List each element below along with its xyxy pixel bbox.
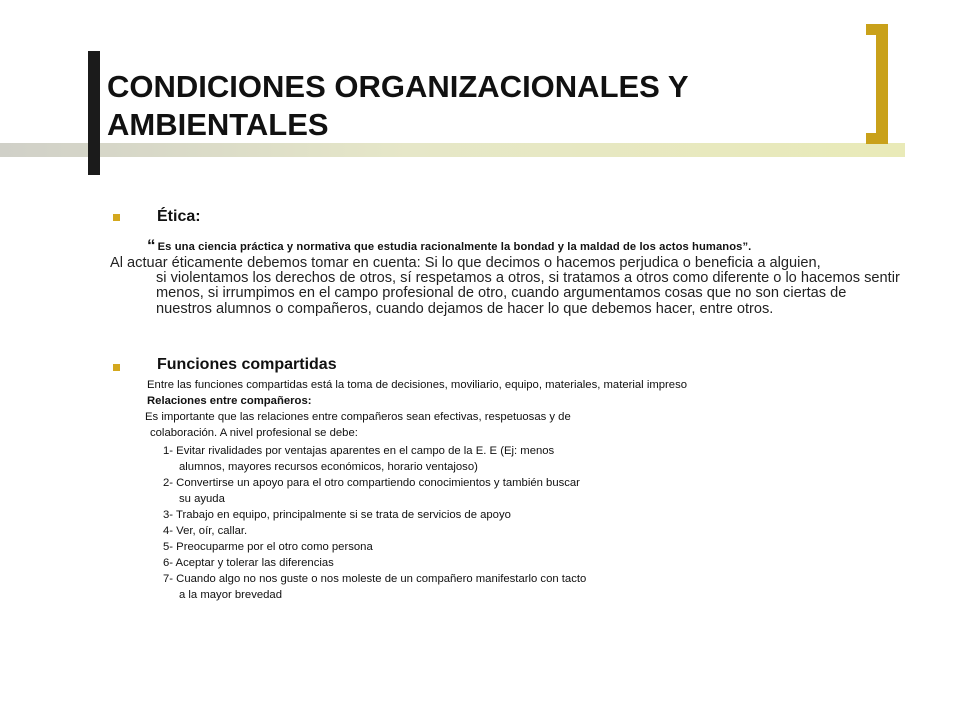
title-band [0, 143, 905, 157]
right-bracket-decoration [866, 24, 888, 144]
relaciones-heading: Relaciones entre compañeros: [147, 395, 312, 407]
etica-paragraph [110, 256, 900, 317]
list-item: 2- Convertirse un apoyo para el otro compartiendo conocimientos y también buscar [163, 477, 580, 489]
quote-mark: “ [147, 236, 156, 255]
relaciones-line: Es importante que las relaciones entre compañeros sean efectivas, respetuosas y de [145, 411, 571, 423]
list-item: 4- Ver, oír, callar. [163, 525, 248, 537]
left-bracket-decoration [88, 51, 100, 175]
etica-quote-text: Es una ciencia práctica y normativa que estudia racionalmente la bondad y la maldad de los actos humanos”. [157, 241, 752, 253]
list-item: 3- Trabajo en equipo, principalmente si se trata de servicios de apoyo [163, 509, 511, 521]
list-item: 1- Evitar rivalidades por ventajas aparentes en el campo de la E. E (Ej: menos [163, 445, 555, 457]
list-item: 7- Cuando algo no nos guste o nos moleste de un compañero manifestarlo con tacto [163, 573, 587, 585]
etica-paragraph-first-line: Al actuar éticamente debemos tomar en cuenta: Si lo que decimos o hacemos perjudica o beneficia a alguien, [110, 255, 821, 271]
etica-heading: Ética: [157, 208, 201, 225]
slide-title: CONDICIONES ORGANIZACIONALES Y AMBIENTALES [107, 69, 689, 142]
list-item-continuation: su ayuda [179, 493, 225, 505]
bullet-square-icon [113, 214, 120, 221]
funciones-line: Entre las funciones compartidas está la toma de decisiones, moviliario, equipo, materiales, material impreso [147, 379, 687, 391]
list-item: 5- Preocuparme por el otro como persona [163, 541, 373, 553]
funciones-heading: Funciones compartidas [157, 356, 337, 373]
relaciones-line: colaboración. A nivel profesional se debe: [150, 427, 358, 439]
relaciones-list [163, 443, 586, 603]
etica-paragraph-rest: si violentamos los derechos de otros, sí respetamos a otros, si tratamos a otros como diferente o lo hacemos sentir menos, si irrumpimos en el campo profesional de otro, cuando argumentamos cosas que no son ciertas de nuestros alumnos o compañeros, cuando dejamos de hacer lo que debemos hacer, entre otros. [156, 270, 900, 317]
etica-quote [147, 236, 751, 256]
bullet-square-icon [113, 364, 120, 371]
list-item-continuation: alumnos, mayores recursos económicos, horario ventajoso) [179, 461, 478, 473]
list-item: 6- Aceptar y tolerar las diferencias [163, 557, 334, 569]
list-item-continuation: a la mayor brevedad [179, 589, 282, 601]
